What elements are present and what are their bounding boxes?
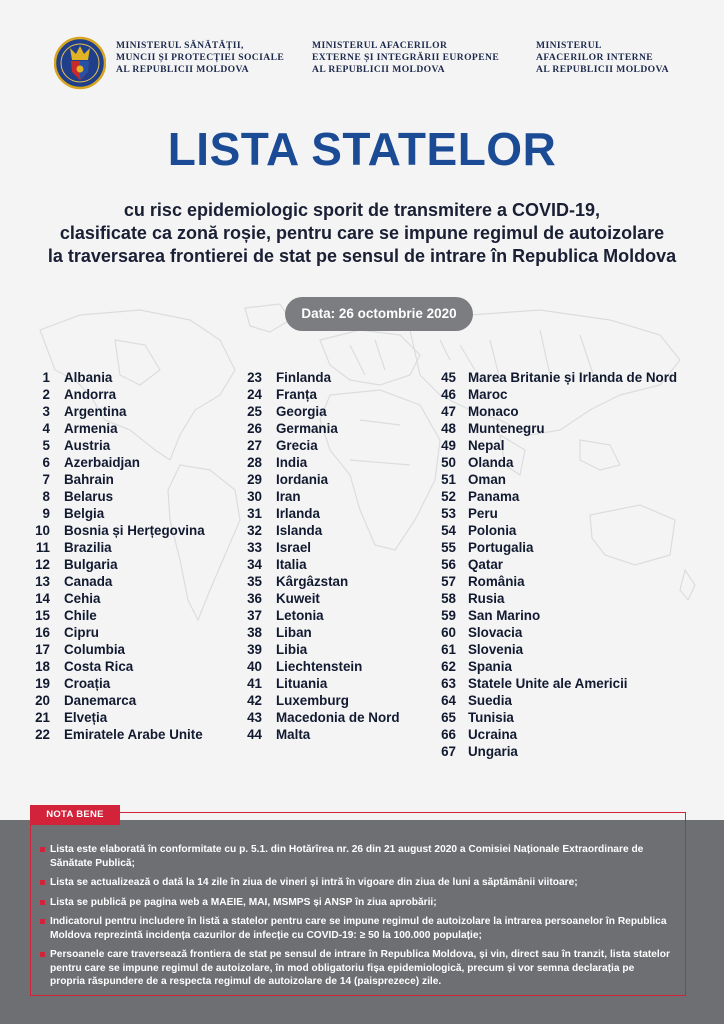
date-badge: Data: 26 octombrie 2020 [285,297,473,331]
country-number: 1 [42,370,50,385]
country-number: 67 [441,744,456,759]
country-number: 7 [42,472,50,487]
country-number: 39 [247,642,262,657]
country-number: 49 [441,438,456,453]
country-name: Statele Unite ale Americii [468,676,628,691]
country-name: Finlanda [276,370,332,385]
country-name: Emiratele Arabe Unite [64,727,203,742]
country-name: Ucraina [468,727,518,742]
country-number: 36 [247,591,262,606]
country-name: Ungaria [468,744,518,759]
country-list-item [30,454,205,471]
country-name: Slovenia [468,642,524,657]
country-list-item [438,692,677,709]
country-name: Bulgaria [64,557,118,572]
nota-bene-item: Indicatorul pentru includere în listă a statelor pentru care se impune regimul de autoizolare la intrarea persoanelor în Republica Moldova reprezintă incidența cazurilor de infecție cu COVID-19: ≥ 50 la 100.000 populație; [36,915,672,942]
country-list-item [242,539,400,556]
country-number: 57 [441,574,456,589]
country-name: Marea Britanie și Irlanda de Nord [468,370,678,385]
country-number: 12 [35,557,50,572]
country-name: Cipru [64,625,99,640]
country-name: Andorra [64,387,117,402]
country-number: 29 [247,472,262,487]
country-name: Slovacia [468,625,523,640]
country-number: 27 [247,438,262,453]
country-number: 37 [247,608,262,623]
country-name: Belgia [64,506,105,521]
country-number: 63 [441,676,456,691]
country-list-item [438,675,677,692]
country-number: 8 [42,489,50,504]
nota-bene-list [36,843,672,995]
country-number: 46 [441,387,456,402]
country-list-item [242,403,400,420]
country-number: 5 [42,438,50,453]
country-name: Germania [276,421,338,436]
country-name: Austria [64,438,111,453]
country-number: 60 [441,625,456,640]
country-name: Costa Rica [64,659,134,674]
country-list-item [438,369,677,386]
country-list-item [438,590,677,607]
country-number: 56 [441,557,456,572]
country-list-item [438,522,677,539]
country-list-item [30,590,205,607]
country-number: 35 [247,574,262,589]
nota-bene-item: Lista este elaborată în conformitate cu p. 5.1. din Hotărîrea nr. 26 din 21 august 2020 a Comisiei Naționale Extraordinare de Sănătate Publică; [36,843,672,870]
country-number: 66 [441,727,456,742]
country-list-item [438,420,677,437]
country-list-item [242,658,400,675]
country-number: 2 [42,387,50,402]
country-list-column-1 [30,369,205,743]
country-name: Kârgâzstan [276,574,349,589]
country-name: Peru [468,506,498,521]
country-name: Iran [276,489,301,504]
country-list-item [30,369,205,386]
country-list-item [438,471,677,488]
country-list-item [438,641,677,658]
country-number: 4 [42,421,50,436]
country-list-item [438,709,677,726]
country-number: 26 [247,421,262,436]
country-name: Luxemburg [276,693,349,708]
country-name: Franța [276,387,317,402]
country-list-item [242,726,400,743]
country-list-item [242,369,400,386]
country-name: Portugalia [468,540,534,555]
country-list-item [30,726,205,743]
country-list-item [242,420,400,437]
country-number: 15 [35,608,50,623]
country-list-item [30,641,205,658]
country-list-item [242,573,400,590]
country-name: Croația [64,676,111,691]
country-name: Armenia [64,421,118,436]
country-name: Liban [276,625,312,640]
country-name: Elveția [64,710,108,725]
nota-bene-label: NOTA BENE [30,805,120,825]
country-number: 19 [35,676,50,691]
country-list-item [30,403,205,420]
country-number: 10 [35,523,50,538]
country-name: Malta [276,727,311,742]
header [48,32,704,94]
country-number: 65 [441,710,456,725]
country-name: Polonia [468,523,517,538]
country-list-item [30,505,205,522]
country-list-item [438,386,677,403]
country-number: 20 [35,693,50,708]
country-list-item [242,454,400,471]
country-name: Italia [276,557,307,572]
country-number: 43 [247,710,262,725]
country-name: Libia [276,642,308,657]
country-list-item [438,539,677,556]
country-name: India [276,455,308,470]
country-number: 31 [247,506,262,521]
country-number: 59 [441,608,456,623]
country-number: 52 [441,489,456,504]
country-number: 53 [441,506,456,521]
country-list-item [242,709,400,726]
country-name: Maroc [468,387,508,402]
country-list-item [438,726,677,743]
country-number: 17 [35,642,50,657]
country-list-item [242,590,400,607]
nota-bene-item: Persoanele care traversează frontiera de stat pe sensul de intrare în Republica Moldova, și vin, direct sau în tranzit, lista statelor pentru care se impune regimul de autoizolare, în mod obligatoriu fișa epidemiologică, precum și vor semna declarația pe propria răspundere de a respecta regimul de autoizolare de 14 (paisprezece) zile. [36,948,672,989]
country-name: Chile [64,608,97,623]
country-number: 45 [441,370,456,385]
country-list-item [30,624,205,641]
country-name: Macedonia de Nord [276,710,400,725]
country-name: Brazilia [64,540,112,555]
country-name: Monaco [468,404,519,419]
country-list-column-3 [438,369,677,760]
country-list-item [30,420,205,437]
country-list-item [30,471,205,488]
country-list-item [242,556,400,573]
country-name: Lituania [276,676,328,691]
country-number: 32 [247,523,262,538]
country-number: 14 [35,591,50,606]
country-number: 22 [35,727,50,742]
country-name: Spania [468,659,512,674]
country-name: Qatar [468,557,503,572]
country-number: 33 [247,540,262,555]
country-name: Oman [468,472,506,487]
country-name: Georgia [276,404,327,419]
country-number: 13 [35,574,50,589]
country-number: 42 [247,693,262,708]
country-list-item [242,505,400,522]
country-number: 54 [441,523,456,538]
country-list-item [242,675,400,692]
country-list-item [242,488,400,505]
country-list-column-2 [242,369,400,743]
country-list-item [438,607,677,624]
country-list-item [438,624,677,641]
ministry-internal-affairs-name: MINISTERUL AFACERILOR INTERNE AL REPUBLICII MOLDOVA [536,40,669,75]
country-number: 50 [441,455,456,470]
country-name: Suedia [468,693,512,708]
country-number: 51 [441,472,456,487]
country-number: 16 [35,625,50,640]
country-number: 18 [35,659,50,674]
country-number: 48 [441,421,456,436]
country-name: Letonia [276,608,324,623]
country-number: 58 [441,591,456,606]
country-number: 9 [42,506,50,521]
country-list-item [438,573,677,590]
country-name: Canada [64,574,113,589]
country-list-item [438,488,677,505]
country-name: România [468,574,525,589]
country-list-item [30,573,205,590]
country-name: San Marino [468,608,541,623]
country-list-item [30,556,205,573]
country-list-item [438,454,677,471]
country-list-item [30,675,205,692]
country-number: 23 [247,370,262,385]
moldova-coat-of-arms-icon [54,34,106,92]
country-name: Irlanda [276,506,320,521]
country-name: Tunisia [468,710,514,725]
country-name: Bosnia și Herțegovina [64,523,205,538]
country-name: Albania [64,370,113,385]
country-list-item [438,403,677,420]
country-list-item [438,743,677,760]
country-list-item [438,658,677,675]
country-name: Danemarca [64,693,137,708]
country-name: Islanda [276,523,323,538]
country-number: 25 [247,404,262,419]
country-number: 6 [42,455,50,470]
page-subtitle: cu risc epidemiologic sporit de transmitere a COVID-19, clasificate ca zonă roșie, pentru care se impune regimul de autoizolare la traversarea frontierei de stat pe sensul de intrare în Republica Moldova [47,200,677,266]
country-list-item [242,471,400,488]
country-name: Argentina [64,404,127,419]
country-name: Cehia [64,591,101,606]
country-number: 24 [247,387,262,402]
country-name: Kuweit [276,591,320,606]
country-name: Panama [468,489,520,504]
country-name: Bahrain [64,472,114,487]
country-list-item [438,505,677,522]
country-number: 61 [441,642,456,657]
nota-bene-item: Lista se actualizează o dată la 14 zile în ziua de vineri și intră în vigoare din ziua de luni a săptămânii viitoare; [36,876,672,890]
country-name: Liechtenstein [276,659,363,674]
country-number: 41 [247,676,262,691]
country-list-item [242,522,400,539]
country-name: Belarus [64,489,114,504]
country-name: Olanda [468,455,514,470]
country-number: 47 [441,404,456,419]
nota-bene-item: Lista se publică pe pagina web a MAEIE, MAI, MSMPS și ANSP în ziua aprobării; [36,896,672,910]
country-list-item [438,556,677,573]
country-list-item [30,539,205,556]
ministry-health-name: MINISTERUL SĂNĂTĂȚII, MUNCII ȘI PROTECȚIEI SOCIALE AL REPUBLICII MOLDOVA [116,40,285,75]
country-list-item [30,522,205,539]
country-name: Grecia [276,438,318,453]
country-number: 62 [441,659,456,674]
country-number: 28 [247,455,262,470]
country-list-item [242,641,400,658]
country-list-item [242,437,400,454]
country-number: 21 [35,710,50,725]
country-list-item [30,658,205,675]
country-number: 38 [247,625,262,640]
country-name: Nepal [468,438,505,453]
country-list-item [30,692,205,709]
country-list-item [242,692,400,709]
country-list-item [30,437,205,454]
country-name: Azerbaidjan [64,455,140,470]
country-list-item [30,607,205,624]
country-name: Columbia [64,642,126,657]
ministry-foreign-affairs-name: MINISTERUL AFACERILOR EXTERNE ȘI INTEGRĂRII EUROPENE AL REPUBLICII MOLDOVA [312,40,500,75]
country-name: Israel [276,540,311,555]
country-list-item [30,488,205,505]
country-list-item [242,607,400,624]
country-list-item [30,386,205,403]
country-list-item [438,437,677,454]
country-list-item [242,624,400,641]
country-number: 30 [247,489,262,504]
country-number: 11 [35,540,50,555]
country-number: 34 [247,557,262,572]
country-number: 3 [42,404,50,419]
country-number: 44 [247,727,262,742]
country-list-item [242,386,400,403]
country-list-item [30,709,205,726]
country-name: Muntenegru [468,421,545,436]
country-name: Rusia [468,591,505,606]
country-number: 40 [247,659,262,674]
country-name: Iordania [276,472,329,487]
country-number: 64 [441,693,456,708]
page-title: LISTA STATELOR [167,123,557,175]
country-number: 55 [441,540,456,555]
